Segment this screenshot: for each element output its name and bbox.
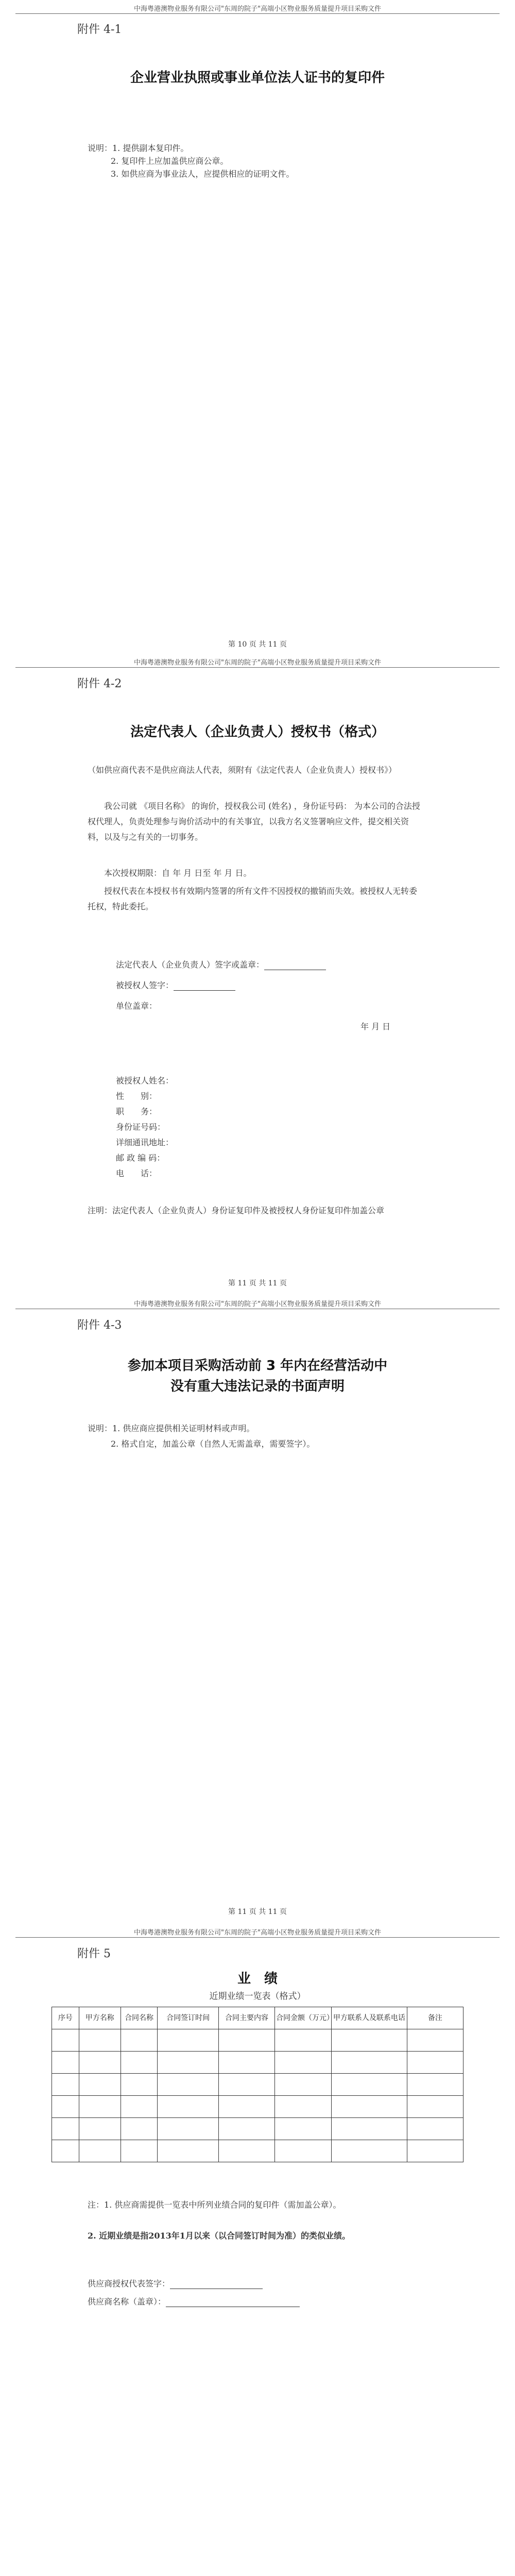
table-cell xyxy=(332,2096,407,2118)
column-header: 备注 xyxy=(407,2007,463,2029)
table-row xyxy=(52,2140,464,2162)
body-paragraph: 本次授权期限：自 年 月 日至 年 月 日。 xyxy=(104,868,252,878)
table-cell xyxy=(121,2118,158,2140)
body-paragraph: 授权代表在本授权书有效期内签署的所有文件不因授权的撤销而失效。被授权人无转委托权，特此委托。 xyxy=(88,886,418,911)
column-header: 甲方联系人及联系电话 xyxy=(332,2007,407,2029)
table-row xyxy=(52,2096,464,2118)
table-cell xyxy=(332,2118,407,2140)
signature-label: 单位盖章： xyxy=(116,1001,158,1011)
page-number: 第 10 页 共 11 页 xyxy=(228,640,287,649)
table-cell xyxy=(121,2029,158,2052)
field-label: 身份证号码： xyxy=(116,1122,166,1132)
table-cell xyxy=(121,2140,158,2162)
signature-line xyxy=(170,2279,263,2289)
performance-table xyxy=(52,2007,464,2162)
table-cell xyxy=(158,2140,219,2162)
table-cell xyxy=(218,2029,274,2052)
section-title: 企业营业执照或事业单位法人证书的复印件 xyxy=(130,70,385,86)
table-cell xyxy=(407,2029,463,2052)
note-line: 说明：1. 提供副本复印件。 xyxy=(88,143,189,153)
table-cell xyxy=(121,2096,158,2118)
table-cell xyxy=(218,2140,274,2162)
table-cell xyxy=(332,2140,407,2162)
signature-label: 法定代表人（企业负责人）签字或盖章： xyxy=(116,960,265,970)
header-divider xyxy=(15,13,500,14)
table-cell xyxy=(158,2096,219,2118)
table-cell xyxy=(158,2052,219,2074)
table-cell xyxy=(407,2074,463,2096)
table-cell xyxy=(79,2029,121,2052)
table-cell xyxy=(121,2052,158,2074)
table-cell xyxy=(275,2074,332,2096)
section-title: 法定代表人（企业负责人）授权书（格式） xyxy=(130,724,385,740)
table-cell xyxy=(407,2096,463,2118)
table-cell xyxy=(79,2074,121,2096)
section-title: 参加本项目采购活动前 3 年内在经营活动中 xyxy=(127,1358,388,1374)
field-label: 职 务： xyxy=(116,1107,158,1116)
table-cell xyxy=(158,2074,219,2096)
note-line: 3. 如供应商为事业法人，应提供相应的证明文件。 xyxy=(111,169,295,179)
table-cell xyxy=(275,2029,332,2052)
attachment-label: 附件 5 xyxy=(77,1947,111,1960)
table-row xyxy=(52,2074,464,2096)
table-row xyxy=(52,2029,464,2052)
page-number: 第 11 页 共 11 页 xyxy=(228,1279,287,1287)
table-cell xyxy=(52,2029,79,2052)
table-cell xyxy=(218,2118,274,2140)
field-label: 电 话： xyxy=(116,1168,158,1178)
note-line: 2. 复印件上应加盖供应商公章。 xyxy=(111,156,229,166)
table-cell xyxy=(52,2140,79,2162)
table-cell xyxy=(407,2118,463,2140)
body-paragraph: 我公司就 《项目名称》 的询价，授权我公司 (姓名) ，身份证号码： 为本公司的合法授权代理人，负责处理参与询价活动中的有关事宜，以我方名义签署响应文件，提交相关资料，以及与之有关的一切事务。 xyxy=(88,801,420,842)
table-cell xyxy=(79,2052,121,2074)
table-cell xyxy=(52,2052,79,2074)
table-cell xyxy=(52,2074,79,2096)
field-label: 邮 政 编 码： xyxy=(116,1153,165,1163)
column-header: 合同主要内容 xyxy=(218,2007,274,2029)
column-header: 合同名称 xyxy=(121,2007,158,2029)
table-cell xyxy=(275,2140,332,2162)
signature-line xyxy=(264,960,326,970)
table-header-row xyxy=(52,2007,464,2029)
signature-line xyxy=(174,981,235,991)
table-note: 注：1. 供应商需提供一览表中所列业绩合同的复印件（需加盖公章）。 xyxy=(88,2200,341,2210)
header-divider xyxy=(15,1937,500,1938)
signature-label: 供应商授权代表签字： xyxy=(88,2279,170,2289)
section-title: 没有重大违法记录的书面声明 xyxy=(170,1379,345,1394)
table-cell xyxy=(158,2118,219,2140)
page-number: 第 11 页 共 11 页 xyxy=(228,1908,287,1916)
table-row xyxy=(52,2118,464,2140)
page-header: 中海粤港澳物业服务有限公司"东周的院子"高端小区物业服务质量提升项目采购文件 xyxy=(134,659,381,667)
signature-line xyxy=(166,2297,300,2307)
attachment-label: 附件 4-1 xyxy=(77,23,122,36)
table-cell xyxy=(332,2029,407,2052)
column-header: 合同签订时间 xyxy=(158,2007,219,2029)
intro-paragraph: （如供应商代表不是供应商法人代表，须附有《法定代表人（企业负责人）授权书》） xyxy=(88,765,397,775)
table-cell xyxy=(275,2096,332,2118)
table-cell xyxy=(275,2052,332,2074)
date-line: 年 月 日 xyxy=(360,1022,391,1031)
page-header: 中海粤港澳物业服务有限公司"东周的院子"高端小区物业服务质量提升项目采购文件 xyxy=(134,5,381,13)
field-label: 被授权人姓名： xyxy=(116,1076,174,1086)
table-row xyxy=(52,2052,464,2074)
column-header: 合同金额（万元） xyxy=(275,2007,332,2029)
signature-label: 被授权人签字： xyxy=(116,980,174,990)
signature-label: 供应商名称（盖章）： xyxy=(88,2297,166,2307)
field-label: 详细通讯地址： xyxy=(116,1138,174,1147)
footnote: 注明：法定代表人（企业负责人）身份证复印件及被授权人身份证复印件加盖公章 xyxy=(88,1206,385,1215)
table-cell xyxy=(218,2074,274,2096)
table-cell xyxy=(52,2096,79,2118)
table-cell xyxy=(218,2052,274,2074)
table-cell xyxy=(218,2096,274,2118)
note-line: 说明：1. 供应商应提供相关证明材料或声明。 xyxy=(88,1423,255,1433)
column-header: 甲方名称 xyxy=(79,2007,121,2029)
page-header: 中海粤港澳物业服务有限公司"东周的院子"高端小区物业服务质量提升项目采购文件 xyxy=(134,1300,381,1308)
field-label: 性 别： xyxy=(116,1091,158,1101)
table-cell xyxy=(332,2052,407,2074)
section-title: 业 绩 xyxy=(237,1971,278,1987)
table-cell xyxy=(121,2074,158,2096)
table-note: 2. 近期业绩是指2013年1月以来（以合同签订时间为准）的类似业绩。 xyxy=(88,2231,350,2241)
note-line: 2. 格式自定，加盖公章（自然人无需盖章，需要签字）。 xyxy=(111,1439,315,1449)
table-cell xyxy=(407,2052,463,2074)
table-cell xyxy=(79,2140,121,2162)
table-subtitle: 近期业绩一览表（格式） xyxy=(209,1991,306,2002)
column-header: 序号 xyxy=(52,2007,79,2029)
page-header: 中海粤港澳物业服务有限公司"东周的院子"高端小区物业服务质量提升项目采购文件 xyxy=(134,1929,381,1937)
table-cell xyxy=(52,2118,79,2140)
table-cell xyxy=(79,2096,121,2118)
table-cell xyxy=(332,2074,407,2096)
table-cell xyxy=(79,2118,121,2140)
attachment-label: 附件 4-3 xyxy=(77,1319,122,1332)
table-cell xyxy=(275,2118,332,2140)
header-divider xyxy=(15,667,500,668)
table-cell xyxy=(407,2140,463,2162)
attachment-label: 附件 4-2 xyxy=(77,677,122,690)
table-cell xyxy=(158,2029,219,2052)
